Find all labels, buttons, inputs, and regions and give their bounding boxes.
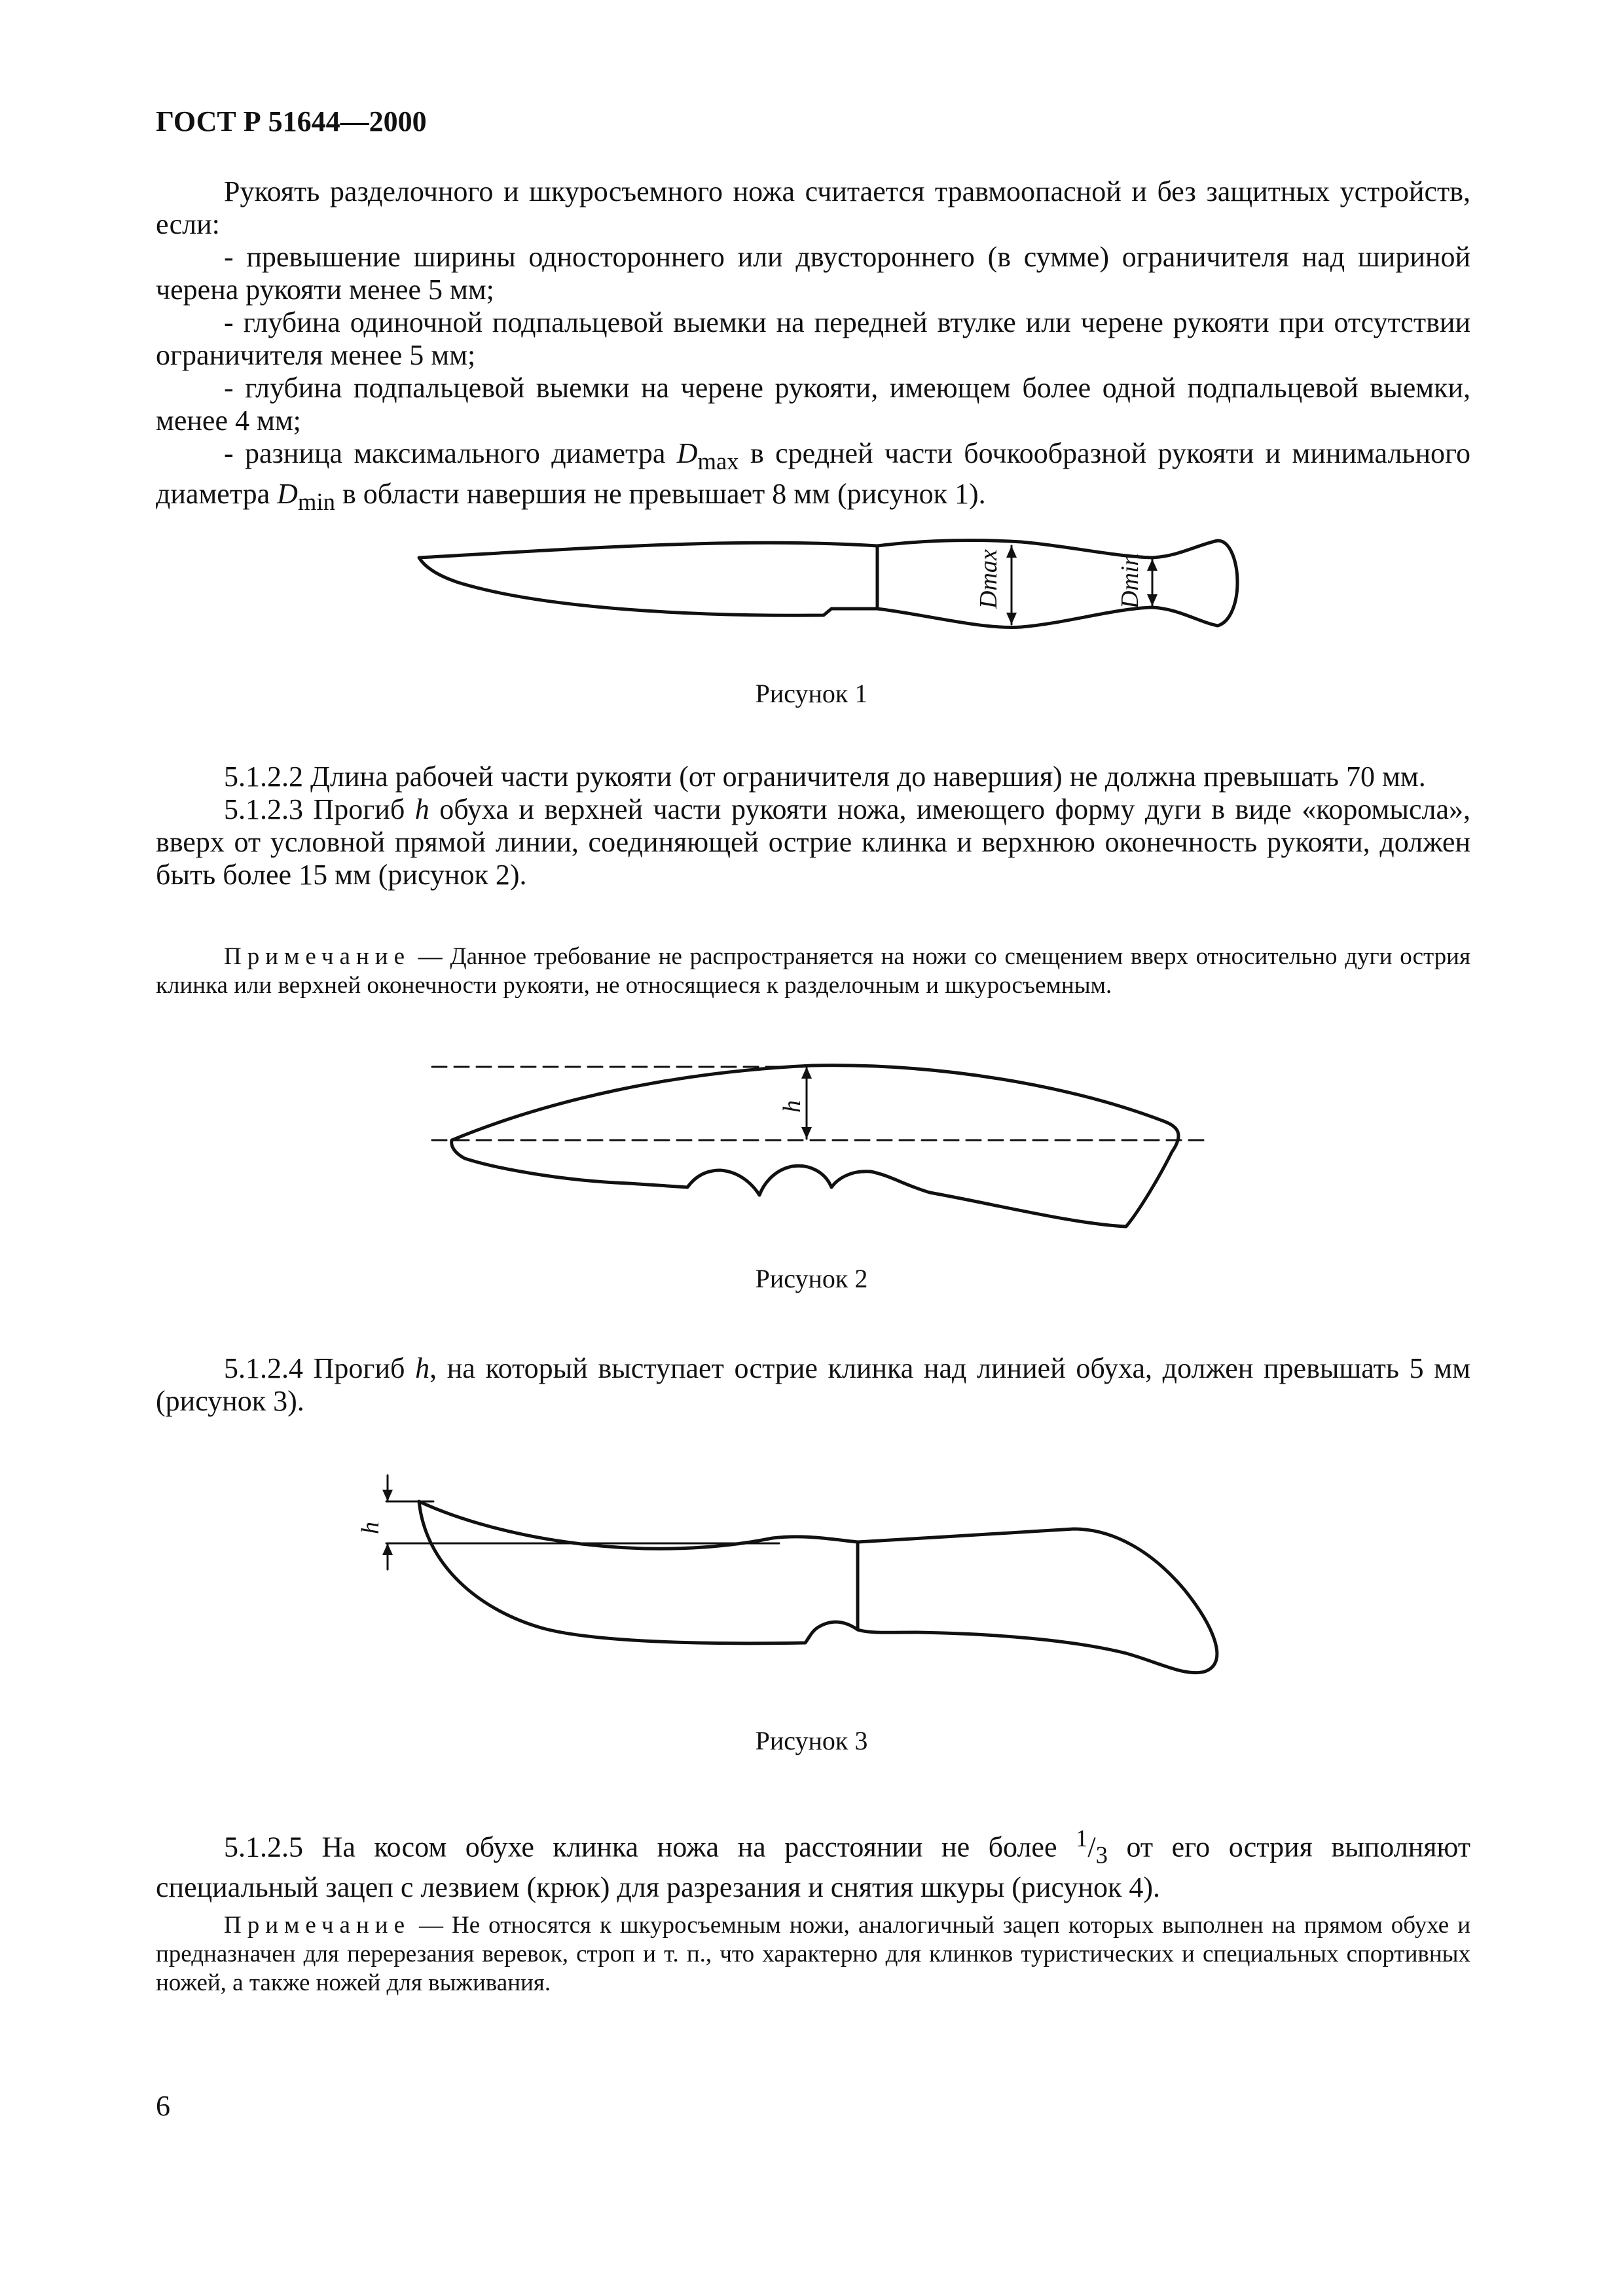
intro-item-1: - превышение ширины одностороннего или двустороннего (в сумме) ограничителя над шириной черена рукояти менее 5 мм;	[156, 241, 1470, 306]
note-2-text: — Не относятся к шкуросъемным ножи, аналогичный зацеп которых выполнен на прямом обухе и предназначен для перерезания веревок, строп и т. п., что характерно для клинков туристических и специальных спортивных ножей, а также ножей для выживания.	[156, 1912, 1470, 1996]
intro-block	[156, 175, 1470, 518]
figure-1-caption: Рисунок 1	[755, 679, 868, 708]
figure-1-dmin-label: Dmin	[1116, 553, 1144, 609]
figure-2-knife-diagram	[0, 1041, 1623, 1263]
figure-1-dmax-label: Dmax	[975, 549, 1002, 609]
document-header: ГОСТ Р 51644—2000	[156, 105, 427, 137]
note-2-label: Примечание	[224, 1912, 410, 1939]
figure-3-handle	[858, 1529, 1217, 1673]
figure-3-blade	[419, 1501, 858, 1643]
note-1-label: Примечание	[224, 943, 410, 970]
figure-1-handle	[877, 541, 1237, 628]
figure-1-knife-diagram	[0, 511, 1623, 661]
figure-2-knife-outline	[452, 1066, 1178, 1227]
figure-3-knife-diagram	[0, 1466, 1623, 1682]
section-5-1-2-2-3	[156, 761, 1470, 891]
section-5-1-2-5: 5.1.2.5 На косом обухе клинка ножа на расстоянии не более $^1/_3$ от его острия выполняют специальный зацеп с лезвием (крюк) для разрезания и снятия шкуры (рисунок 4).	[156, 1825, 1470, 1904]
note-1	[156, 942, 1470, 1000]
figure-1-blade	[419, 543, 877, 615]
section-5-1-2-4: 5.1.2.4 Прогиб h, на который выступает острие клинка над линией обуха, должен превышать 5 мм (рисунок 3).	[156, 1352, 1470, 1417]
intro-item-3: - глубина подпальцевой выемки на черене рукояти, имеющем более одной подпальцевой выемки, менее 4 мм;	[156, 372, 1470, 437]
figure-2-h-label: h	[778, 1100, 806, 1113]
note-1-text: — Данное требование не распространяется на ножи со смещением вверх относительно дуги острия клинка или верхней оконечности рукояти, не относящиеся к разделочным и шкуросъемным.	[156, 943, 1470, 999]
intro-item-4: - разница максимального диаметра $D_{max}$ в средней части бочкообразной рукояти и минимального диаметра $D_{min}$ в области навершия не превышает 8 мм (рисунок 1).	[156, 437, 1470, 515]
section-5-1-2-2: 5.1.2.2 Длина рабочей части рукояти (от ограничителя до навершия) не должна превышать 70 мм.	[224, 761, 1426, 793]
intro-lead: Рукоять разделочного и шкуросъемного ножа считается травмоопасной и без защитных устройств, если:	[156, 175, 1470, 240]
intro-item-2: - глубина одиночной подпальцевой выемки на передней втулке или черене рукояти при отсутствии ограничителя менее 5 мм;	[156, 306, 1470, 371]
note-2	[156, 1911, 1470, 1998]
page-number: 6	[156, 2090, 170, 2122]
figure-2-caption: Рисунок 2	[755, 1264, 868, 1293]
figure-3-caption: Рисунок 3	[755, 1726, 868, 1755]
figure-3-h-label: h	[357, 1522, 384, 1534]
section-5-1-2-3: 5.1.2.3 Прогиб h обуха и верхней части рукояти ножа, имеющего форму дуги в виде «коромысла», вверх от условной прямой линии, соединяющей острие клинка и верхнюю оконечность рукояти, должен быть более 15 мм (рисунок 2).	[156, 793, 1470, 891]
